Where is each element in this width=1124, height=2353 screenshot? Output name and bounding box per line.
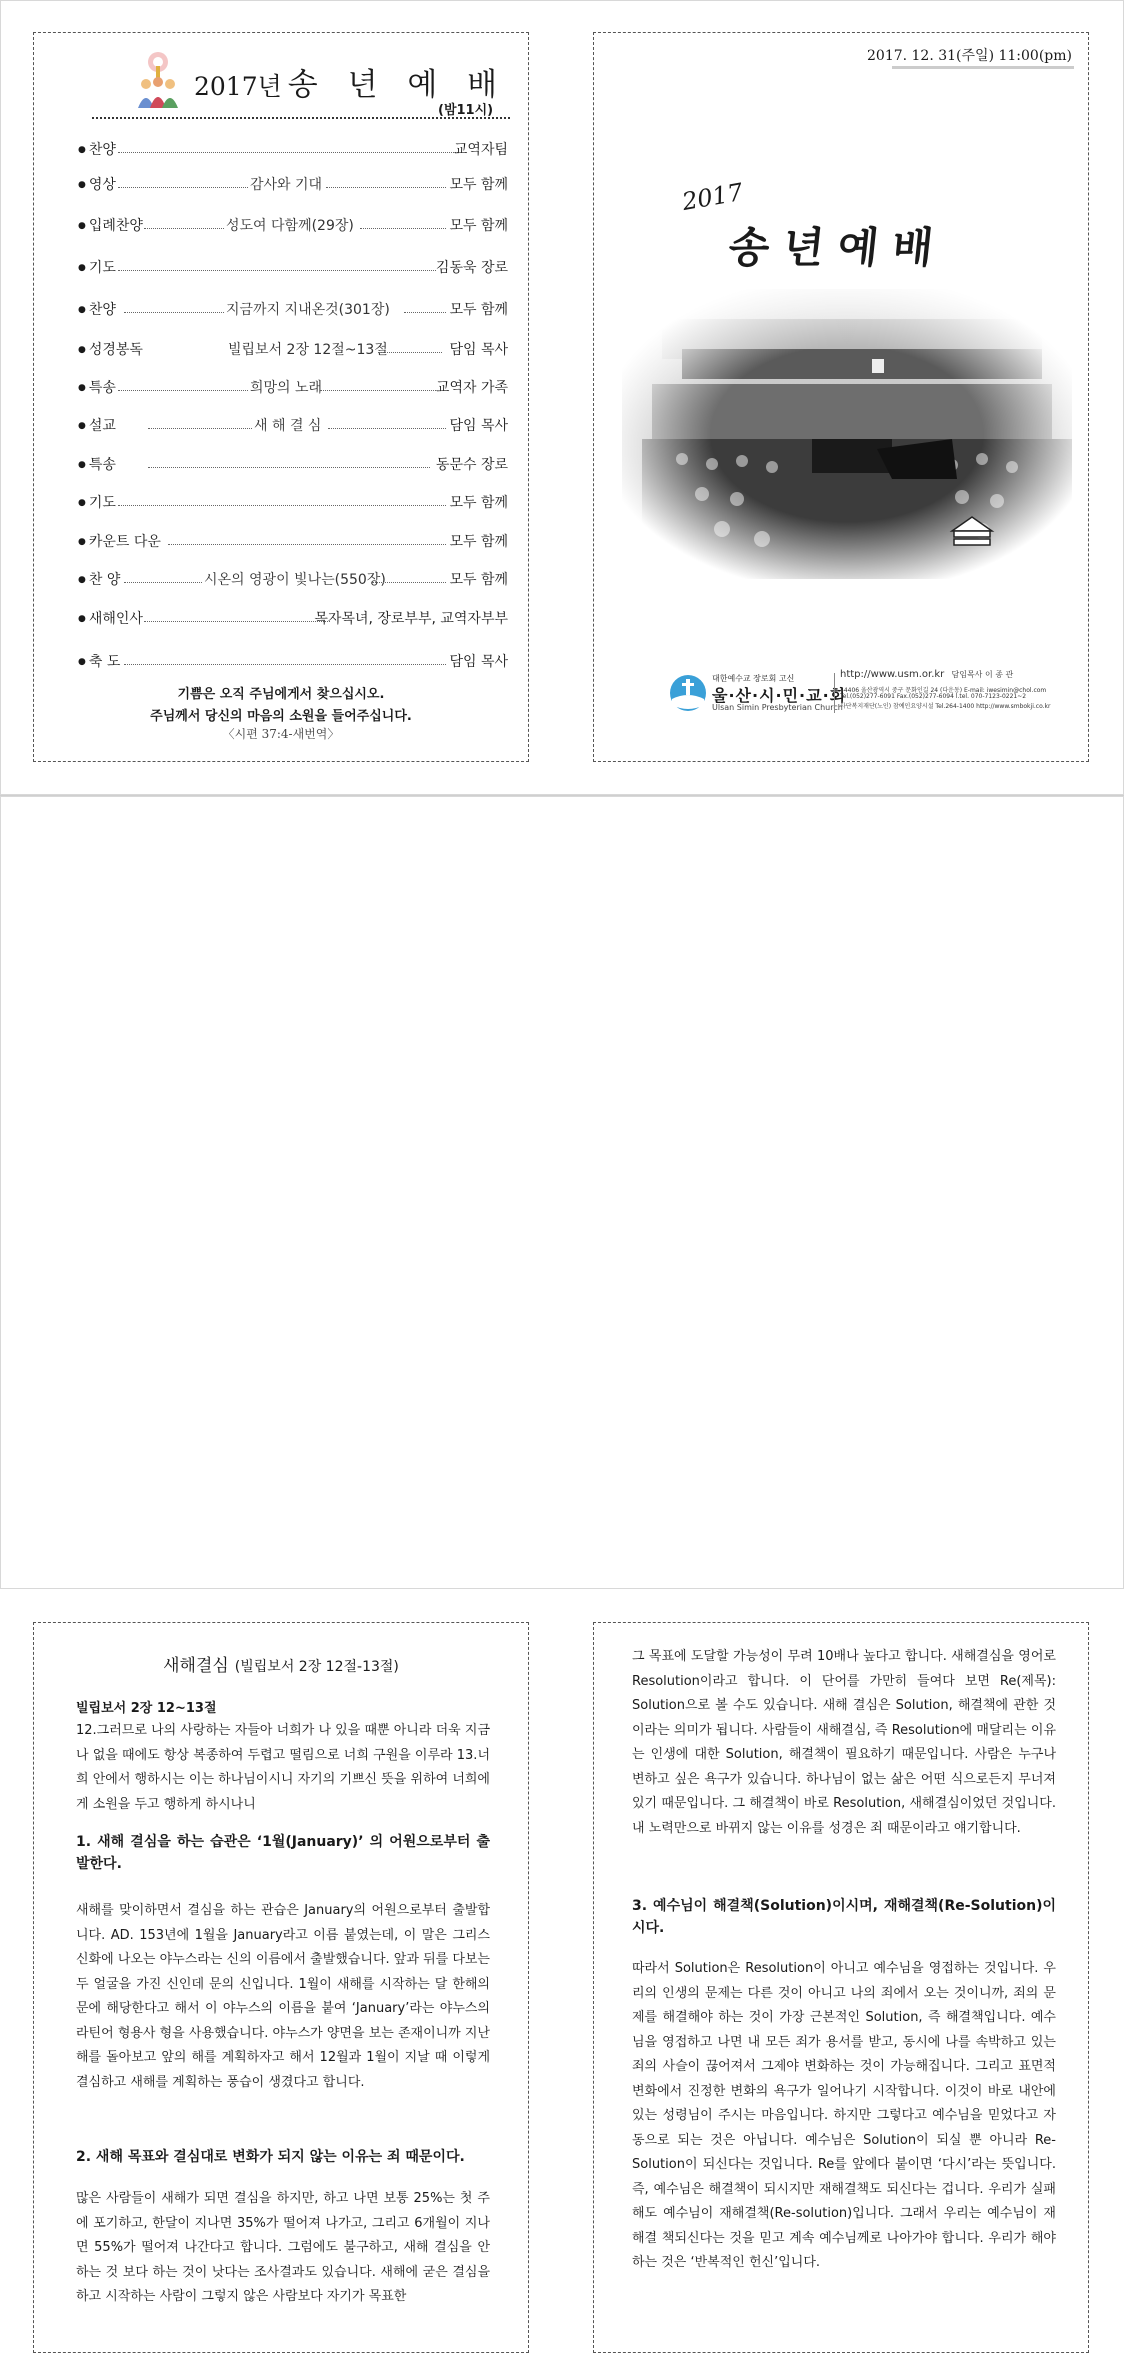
program-panel [33,32,529,762]
order-item: ● 기도 모두 함께 [78,492,508,516]
order-item: ● 새해인사 목자목녀, 장로부부, 교역자부부 [78,608,508,632]
paragraph-1: 새해를 맞이하면서 결심을 하는 관습은 January의 어원으로부터 출발합니다. AD. 153년에 1월을 January라고 이름 붙였는데, 이 말은 그리스 신화에 나오는 야누스라는 신의 이름에서 출발했습니다. 앞과 뒤를 다보는 두 얼굴을 가진 신인데 문의 신입니다. 1월이 새해를 시작하는 달 한해의 문에 해당한다고 해서 이 야누스의 이름을 붙여 ‘January’라는 야누스의 라틴어 형용사 형을 사용했습니다. 야누스가 양면을 보는 존재이니까 지난해를 돌아보고 앞의 해를 계획하자고 해서 12월과 1월이 지날 때 이렇게 결심하고 새해를 계획하는 풍습이 생겼다고 합니다. [76,1903,490,2090]
program-subtitle: (밤11시) [438,103,494,118]
church-logo-icon [668,673,708,713]
heading-2: 2. 새해 목표와 결심대로 변화가 되지 않는 이유는 죄 때문이다. [76,2149,465,2165]
handwritten-title: 송년예배 [726,223,950,272]
church-address: 44406 울산광역시 중구 문화인길 24 (다운동) E-mail: iwesimin@chol.com [840,687,1047,694]
sanctuary-photo [622,289,1072,579]
welfare-info: 사단복지재단(노인) 참예인요양시설 Tel.264-1400 http://www.smbokji.co.kr [840,703,1051,710]
verse-reference: 〈시편 37:4-새번역〉 [222,727,340,741]
service-date: 2017. 12. 31(주일) 11:00(pm) [867,48,1072,64]
program-title [194,59,507,104]
sermon-panel-1 [33,1622,529,2353]
paragraph-4: 따라서 Solution은 Resolution이 아니고 예수님을 영접하는 것입니다. 우리의 인생의 문제는 다른 것이 아니고 나의 죄에서 오는 것이니까, 죄의 문제를 해결해야 하는 것이 가장 근본적인 Solution, 즉 해결책입니다. 예수님을 영접하고 나면 내 모든 죄가 용서를 받고, 동시에 나를 속박하고 있는 죄의 사슬이 끊어져서 그제야 변화하는 것이 가능해집니다. 그리고 표면적 변화에서 진정한 변화의 욕구가 일어나기 시작합니다. 이것이 바로 내안에 있는 성령님이 주시는 마음입니다. 하지만 그렇다고 예수님을 믿었다고 자동으로 되는 것은 아닙니다. 예수님은 Solution이 되실 뿐 아니라 Re-Solution이 되신다는 것입니다. Re를 앞에다 붙이면 ‘다시’라는 뜻입니다. 즉, 예수님은 해결책이 되시지만 재해결책도 되신다는 겁니다. 우리가 실패해도 예수님이 재해결책(Re-solution)입니다. 그래서 우리는 예수님이 재 해결 책되신다는 것을 믿고 계속 예수님께로 나아가야 합니다. 우리가 해야 하는 것은 ‘반복적인 헌신’입니다. [632,1961,1056,2270]
order-item: ● 성경봉독 빌립보서 2장 12절~13절 담임 목사 [78,339,508,363]
order-item: ● 카운트 다운 모두 함께 [78,531,508,555]
denomination: 대한예수교 장로회 고신 [712,674,795,683]
church-phone: Tel.(052)277-6091 Fax.(052)277-6094 l.tel. 070-7123-0221~2 [840,693,1027,700]
sheet-border [0,796,1124,1589]
bottom-sheet [0,796,1124,2304]
heading-3: 3. 예수님이 해결책(Solution)이시며, 재해결책(Re-Solution)이시다. [632,1898,1056,1936]
closing-line-1: 기쁨은 오직 주님에게서 찾으십시오. [177,687,385,702]
order-item: ● 기도 김동욱 장로 [78,257,508,281]
date-underline [892,66,1074,69]
order-item: ● 특송 희망의 노래 교역자 가족 [78,377,508,401]
order-item: ● 특송 동문수 장로 [78,454,508,478]
title-divider [92,117,510,119]
order-item: ● 찬 양 시온의 영광이 빛나는(550장) 모두 함께 [78,569,508,593]
heading-1: 1. 새해 결심을 하는 습관은 ‘1월(January)’ 의 어원으로부터 출발한다. [76,1834,490,1872]
paragraph-2: 많은 사람들이 새해가 되면 결심을 하지만, 하고 나면 보통 25%는 첫 주에 포기하고, 한달이 지나면 35%가 떨어져 나가고, 그리고 6개월이 지나면 55%가 떨어져 나간다고 합니다. 그럼에도 불구하고, 새해 결심을 안 하는 것 보다 하는 것이 낫다는 조사결과도 있습니다. 새해에 굳은 결심을 하고 시작하는 사람이 그렇지 않은 사람보다 자기가 목표한 [76,2191,490,2304]
order-item: ● 설교 새 해 결 심 담임 목사 [78,415,508,439]
order-item: ● 입례찬양 성도여 다함께(29장) 모두 함께 [78,215,508,239]
church-english-name: Ulsan Simin Presbyterian Church [712,703,843,712]
title-year: 2017년 [194,72,282,101]
worship-illustration-icon [134,48,182,108]
church-name: 울·산·시·민·교·회 [712,686,847,705]
order-item: ● 영상 감사와 기대 모두 함께 [78,174,508,198]
closing-line-2: 주님께서 당신의 마음의 소원을 들어주십니다. [150,709,412,724]
handwritten-year: 2017 [680,177,746,217]
top-sheet [0,0,1124,796]
footer-divider [834,673,835,713]
paragraph-3: 그 목표에 도달할 가능성이 무려 10배나 높다고 합니다. 새해결심을 영어로 Resolution이라고 합니다. 이 단어를 가만히 들여다 보면 Re(제목): Solution으로 볼 수도 있습니다. 새해 결심은 Solution, 해결책에 관한 것이라는 의미가 됩니다. 사람들이 새해결심, 즉 Resolution에 매달리는 이유는 인생에 대한 Solution, 해결책이 필요하기 때문입니다. 사람은 누구나 변하고 싶은 욕구가 있습니다. 하나님이 없는 삶은 어떤 식으로든지 무너져 있기 때문입니다. 그 해결책이 바로 Resolution, 새해결심이었던 것입니다. 내 노력만으로 바뀌지 않는 이유를 성경은 죄 때문이라고 얘기합니다. [632,1649,1056,1836]
scripture-text: 12.그러므로 나의 사랑하는 자들아 너희가 나 있을 때뿐 아니라 더욱 지금 나 없을 때에도 항상 복종하여 두렵고 떨림으로 너희 구원을 이루라 13.너희 안에서 행하시는 이는 하나님이시니 자기의 기쁘신 뜻을 위하여 너희에게 소원을 두고 행하게 하시나니 [76,1723,490,1812]
church-url[interactable]: http://www.usm.or.kr [840,669,945,680]
sermon-title: 새해결심 (빌립보서 2장 12절-13절) [163,1656,399,1676]
order-item: ● 찬양 교역자팀 [78,139,508,163]
order-item: ● 축 도 담임 목사 [78,651,508,675]
order-item: ● 찬양 지금까지 지내온것(301장) 모두 함께 [78,299,508,323]
title-main: 송 년 예 배 [287,67,508,103]
cover-panel [593,32,1089,762]
sermon-panel-2 [593,1622,1089,2353]
pastor-name: 담임목사 이 종 관 [951,670,1014,679]
scripture-reference: 빌립보서 2장 12~13절 [76,1701,217,1716]
